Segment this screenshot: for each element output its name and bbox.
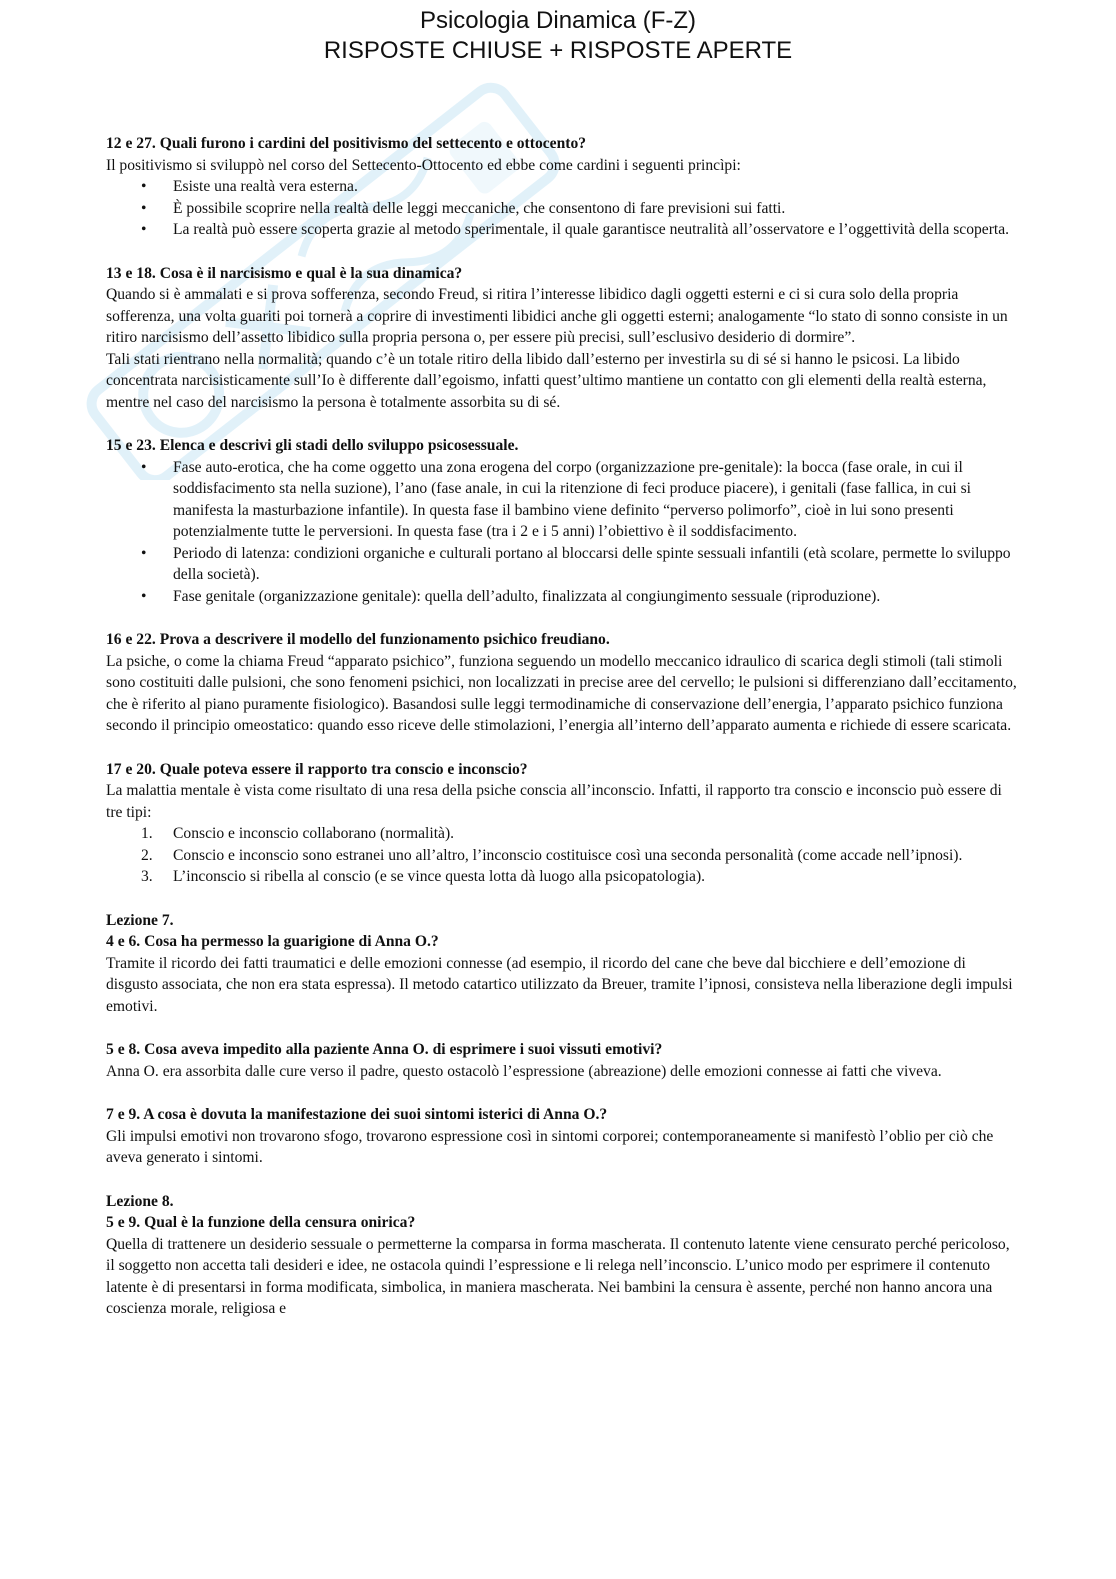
list-number: 3. xyxy=(141,868,153,885)
numbered-list xyxy=(106,823,1018,888)
paragraph: Tramite il ricordo dei fatti traumatici e delle emozioni connesse (ad esempio, il ricordo del cane che beve dal bicchiere e dell’emozione di disgusto associata, che non era stata espressa). Il metodo catartico utilizzato da Breuer, tramite l’ipnosi, consisteva nella liberazione degli impulsi emotivi. xyxy=(106,954,1013,1015)
paragraph: La psiche, o come la chiama Freud “apparato psichico”, funziona seguendo un modello meccanico idraulico di scarica degli stimoli (tali stimoli sono costituiti dalle pulsioni, che sono fenomeni psichici, non localizzati in precise aree del cervello; le pulsioni si differenziano dall’eccitamento, che è riferito al piano puramente fisiologico). Basandosi sulle leggi termodinamiche di conservazione dell’energia, l’apparato psichico funziona secondo il principio omeostatico: quando esso riceve delle stimolazioni, l’energia all’interno dell’apparato aumenta e richiede di essere scaricata. xyxy=(106,652,1017,734)
paragraph: Quella di trattenere un desiderio sessuale o permetterne la comparsa in forma mascherata. Il contenuto latente viene censurato perché pericoloso, il soggetto non accetta tali desideri e idee, ne ostacola quindi l’espressione e li relega nell’inconscio. L’unico modo per esprimere il contenuto latente è di presentarsi in forma modificata, simbolica, in maniera mascherata. Nei bambini la censura è assente, perché non hanno ancora una coscienza morale, religiosa e xyxy=(106,1235,1010,1317)
question-heading: 5 e 9. Qual è la funzione della censura onirica? xyxy=(106,1214,416,1231)
question-heading: 4 e 6. Cosa ha permesso la guarigione di Anna O.? xyxy=(106,933,439,950)
paragraph: Tali stati rientrano nella normalità; quando c’è un totale ritiro della libido dall’esterno per investirla su di sé si hanno le psicosi. La libido concentrata narcisisticamente sull’Io è differente dall’egoismo, infatti quest’ultimo mantiene un contatto con gli elementi della realtà esterna, mentre nel caso del narcisismo la persona è totalmente assorbita su di sé. xyxy=(106,350,987,411)
paragraph: Quando si è ammalati e si prova sofferenza, secondo Freud, si ritira l’interesse libidico dagli oggetti esterni e ci si cura solo della propria sofferenza, una volta guariti poi tornerà a coprire di investimenti libidici anche gli oggetti esterni; analogamente “lo stato di sonno consiste in un ritiro narcisismo dell’assetto libidico sulla propria persona o, per essere più precisi, sull’esclusivo desiderio di dormire”. xyxy=(106,286,1008,346)
question-heading: 12 e 27. Quali furono i cardini del positivismo del settecento e ottocento? xyxy=(106,135,587,152)
list-item: • Periodo di latenza: condizioni organiche e culturali portano al bloccarsi delle spinte sessuali infantili (età scolare, permette lo sviluppo della società). xyxy=(106,543,1018,586)
lesson-heading: Lezione 7. xyxy=(106,911,174,929)
list-item: • La realtà può essere scoperta grazie al metodo sperimentale, il quale garantisce neutralità all’osservatore e l’oggettività della scoperta. xyxy=(106,219,1018,241)
list-number: 2. xyxy=(141,846,153,864)
list-item: • È possibile scoprire nella realtà delle leggi meccaniche, che consentono di fare previsioni sui fatti. xyxy=(106,198,1018,220)
question-heading: 16 e 22. Prova a descrivere il modello del funzionamento psichico freudiano. xyxy=(106,631,610,648)
paragraph: Il positivismo si sviluppò nel corso del Settecento-Ottocento ed ebbe come cardini i seguenti princìpi: xyxy=(106,156,741,174)
page-header xyxy=(0,6,1116,66)
list-item-text: L’inconscio si ribella al conscio (e se vince questa lotta dà luogo alla psicopatologia). xyxy=(173,868,706,885)
list-number: 1. xyxy=(141,825,153,842)
list-item xyxy=(106,823,1018,845)
paragraph: Anna O. era assorbita dalle cure verso il padre, questo ostacolò l’espressione (abreazione) delle emozioni connesse ai fatti che viveva. xyxy=(106,1062,942,1080)
question-heading: 13 e 18. Cosa è il narcisismo e qual è la sua dinamica? xyxy=(106,264,463,282)
question-heading: 7 e 9. A cosa è dovuta la manifestazione dei suoi sintomi isterici di Anna O.? xyxy=(106,1106,608,1123)
bullet-list xyxy=(106,457,1018,608)
list-item: • Fase genitale (organizzazione genitale): quella dell’adulto, finalizzata al congiungimento sessuale (riproduzione). xyxy=(106,586,1018,608)
list-item-text: Conscio e inconscio sono estranei uno all’altro, l’inconscio costituisce così una seconda personalità (come accade nell’ipnosi). xyxy=(173,846,963,864)
list-item: • Esiste una realtà vera esterna. xyxy=(106,176,1018,198)
paragraph: La malattia mentale è vista come risultato di una resa della psiche conscia all’inconscio. Infatti, il rapporto tra conscio e inconscio può essere di tre tipi: xyxy=(106,782,1002,821)
list-item-text: Conscio e inconscio collaborano (normalità). xyxy=(173,825,455,842)
list-item xyxy=(106,845,1018,867)
question-heading: 17 e 20. Quale poteva essere il rapporto tra conscio e inconscio? xyxy=(106,760,528,778)
list-item: • Fase auto-erotica, che ha come oggetto una zona erogena del corpo (organizzazione pre-genitale): la bocca (fase orale, in cui il soddisfacimento sta nella suzione), l’ano (fase anale, in cui la ritenzione di feci produce piacere), i genitali (fase fallica, in cui si manifesta la masturbazione infantile). In questa fase il bambino viene definito “perverso polimorfo”, cioè in lui sono presenti potenzialmente tutte le perversioni. In questa fase (tra i 2 e i 5 anni) l’obiettivo è il soddisfacimento. xyxy=(106,457,1018,543)
document-body xyxy=(106,133,1018,1320)
document-subtitle: RISPOSTE CHIUSE + RISPOSTE APERTE xyxy=(323,37,793,64)
paragraph: Gli impulsi emotivi non trovarono sfogo, trovarono espressione così in sintomi corporei; contemporaneamente si manifestò l’oblio per ciò che aveva generato i sintomi. xyxy=(106,1127,994,1166)
lesson-heading: Lezione 8. xyxy=(106,1192,174,1210)
list-item xyxy=(106,866,1018,888)
bullet-list xyxy=(106,176,1018,241)
question-heading: 15 e 23. Elenca e descrivi gli stadi dello sviluppo psicosessuale. xyxy=(106,437,519,454)
question-heading: 5 e 8. Cosa aveva impedito alla paziente Anna O. di esprimere i suoi vissuti emotivi? xyxy=(106,1041,663,1058)
document-title: Psicologia Dinamica (F-Z) xyxy=(419,7,697,34)
